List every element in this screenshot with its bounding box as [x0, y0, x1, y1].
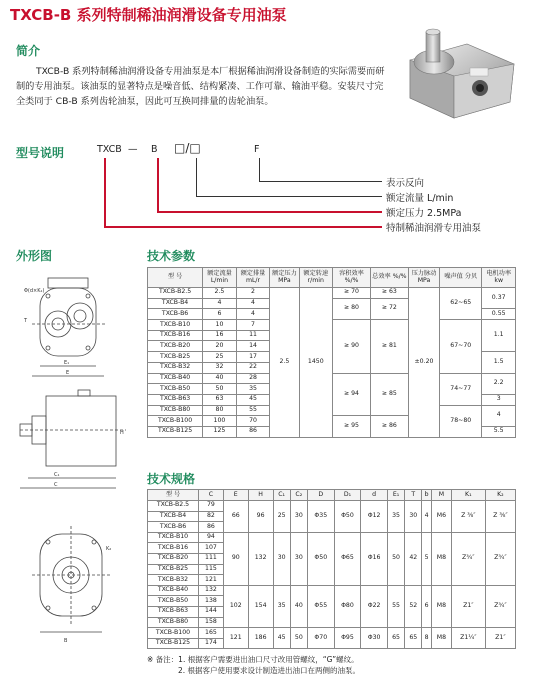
- specs-model: TXCB-B20: [148, 553, 199, 564]
- params-noise: 74~77: [440, 373, 482, 405]
- model-code-f: F: [254, 144, 260, 155]
- params-flow: 6: [203, 309, 237, 320]
- params-flow: 63: [203, 394, 237, 405]
- specs-c: 174: [199, 638, 224, 649]
- specs-col: M: [431, 490, 451, 501]
- connector-f-h: [259, 181, 382, 182]
- specs-c: 79: [199, 501, 224, 512]
- label-h: H: [120, 430, 124, 436]
- params-power: 0.55: [482, 309, 516, 320]
- params-model: TXCB-B6: [148, 309, 203, 320]
- connector-f: [259, 158, 260, 182]
- model-heading: 型号说明: [16, 146, 65, 160]
- specs-col: E: [223, 490, 248, 501]
- specs-dim: 90: [223, 532, 248, 585]
- params-model: TXCB-B16: [148, 330, 203, 341]
- specs-dim: Z1¼″: [451, 628, 485, 649]
- specs-col: K₂: [485, 490, 515, 501]
- specs-c: 107: [199, 543, 224, 554]
- specs-dim: 6: [422, 585, 432, 627]
- outline-drawing: [18, 266, 133, 676]
- params-vol-eff: ≥ 94: [333, 373, 371, 416]
- note-2: 2. 根据客户使用要求设计制造进出油口在两侧的油泵。: [178, 666, 361, 675]
- specs-col: C₁: [273, 490, 290, 501]
- params-model: TXCB-B25: [148, 352, 203, 363]
- params-col-pulse: 压力脉动 MPa: [408, 268, 439, 288]
- params-model: TXCB-B20: [148, 341, 203, 352]
- label-phi: Φ(d×K₁): [24, 288, 45, 294]
- connector-series: [104, 158, 106, 228]
- specs-c: 82: [199, 511, 224, 522]
- label-e1: E₁: [64, 360, 70, 366]
- connector-b: [157, 158, 159, 213]
- connector-flow-h: [196, 196, 382, 197]
- params-disp: 55: [236, 405, 270, 416]
- specs-col: H: [248, 490, 273, 501]
- intro-heading: 简介: [16, 44, 41, 58]
- specs-c: 111: [199, 553, 224, 564]
- model-code-b: B: [151, 144, 158, 155]
- params-disp: 28: [236, 373, 270, 384]
- specs-dim: 96: [248, 501, 273, 533]
- specs-dim: 35: [273, 585, 290, 627]
- specs-dim: M8: [431, 585, 451, 627]
- legend-flow: 额定流量 L/min: [386, 193, 454, 204]
- params-disp: 86: [236, 426, 270, 437]
- params-disp: 4: [236, 309, 270, 320]
- specs-col: C: [199, 490, 224, 501]
- specs-c: 144: [199, 606, 224, 617]
- specs-dim: Φ30: [361, 628, 388, 649]
- specs-dim: Z¾″: [485, 585, 515, 627]
- params-col-vol-eff: 容积效率 %/%: [333, 268, 371, 288]
- specs-dim: Z¾″: [451, 532, 485, 585]
- params-model: TXCB-B4: [148, 298, 203, 309]
- specs-dim: Φ50: [307, 532, 334, 585]
- specs-col: b: [422, 490, 432, 501]
- params-table: [147, 267, 516, 438]
- specs-model: TXCB-B2.5: [148, 501, 199, 512]
- specs-model: TXCB-B6: [148, 522, 199, 533]
- params-tot-eff: ≥ 81: [370, 320, 408, 373]
- specs-dim: 65: [405, 628, 422, 649]
- connector-series-h: [104, 226, 382, 228]
- specs-col: T: [405, 490, 422, 501]
- params-model: TXCB-B40: [148, 373, 203, 384]
- specs-row: [148, 532, 516, 543]
- params-flow: 100: [203, 416, 237, 427]
- specs-dim: M8: [431, 628, 451, 649]
- params-noise: 67~70: [440, 320, 482, 373]
- params-col-flow: 额定流量 L/min: [203, 268, 237, 288]
- specs-dim: 45: [273, 628, 290, 649]
- params-disp: 22: [236, 362, 270, 373]
- specs-col: D: [307, 490, 334, 501]
- specs-dim: Z ⅜″: [485, 501, 515, 533]
- params-speed: 1450: [299, 288, 333, 438]
- specs-c: 121: [199, 575, 224, 586]
- params-tot-eff: ≥ 72: [370, 298, 408, 319]
- specs-col: K₁: [451, 490, 485, 501]
- params-pressure: 2.5: [270, 288, 299, 438]
- specs-dim: M6: [431, 501, 451, 533]
- specs-col: 型 号: [148, 490, 199, 501]
- params-vol-eff: ≥ 70: [333, 288, 371, 299]
- params-disp: 70: [236, 416, 270, 427]
- params-vol-eff: ≥ 80: [333, 298, 371, 319]
- params-model: TXCB-B50: [148, 384, 203, 395]
- label-c1: C₁: [54, 472, 60, 478]
- params-disp: 2: [236, 288, 270, 299]
- params-flow: 25: [203, 352, 237, 363]
- label-b: B: [64, 638, 68, 644]
- legend-reverse: 表示反向: [386, 178, 425, 189]
- label-c: C: [54, 482, 58, 488]
- pump-photo: [392, 22, 522, 122]
- specs-c: 86: [199, 522, 224, 533]
- params-col-power: 电机功率 kw: [482, 268, 516, 288]
- specs-model: TXCB-B4: [148, 511, 199, 522]
- specs-model: TXCB-B40: [148, 585, 199, 596]
- specs-model: TXCB-B10: [148, 532, 199, 543]
- specs-model: TXCB-B100: [148, 628, 199, 639]
- params-flow: 125: [203, 426, 237, 437]
- specs-dim: 55: [387, 585, 404, 627]
- specs-dim: 102: [223, 585, 248, 627]
- params-model: TXCB-B32: [148, 362, 203, 373]
- specs-col: D₁: [334, 490, 361, 501]
- params-row: [148, 288, 516, 299]
- specs-dim: 30: [273, 532, 290, 585]
- params-model: TXCB-B2.5: [148, 288, 203, 299]
- specs-dim: 154: [248, 585, 273, 627]
- params-disp: 4: [236, 298, 270, 309]
- specs-dim: 132: [248, 532, 273, 585]
- specs-dim: 40: [290, 585, 307, 627]
- params-col-tot-eff: 总效率 %/%: [370, 268, 408, 288]
- specs-c: 132: [199, 585, 224, 596]
- params-disp: 11: [236, 330, 270, 341]
- params-power: 5.5: [482, 426, 516, 437]
- specs-model: TXCB-B50: [148, 596, 199, 607]
- label-t: T: [24, 318, 28, 324]
- label-e: E: [66, 370, 70, 376]
- specs-dim: 4: [422, 501, 432, 533]
- specs-col: d: [361, 490, 388, 501]
- params-power: 1.5: [482, 352, 516, 373]
- specs-dim: 30: [290, 501, 307, 533]
- params-power: 0.37: [482, 288, 516, 309]
- params-model: TXCB-B80: [148, 405, 203, 416]
- specs-c: 94: [199, 532, 224, 543]
- params-disp: 45: [236, 394, 270, 405]
- specs-c: 138: [199, 596, 224, 607]
- connector-b-h: [157, 211, 382, 213]
- specs-dim: 66: [223, 501, 248, 533]
- model-code-series: TXCB: [97, 144, 122, 155]
- specs-dim: Φ70: [307, 628, 334, 649]
- specs-dim: 25: [273, 501, 290, 533]
- params-power: 2.2: [482, 373, 516, 394]
- params-tot-eff: ≥ 86: [370, 416, 408, 437]
- model-code-dash: —: [128, 144, 138, 155]
- params-flow: 50: [203, 384, 237, 395]
- legend-pressure: 额定压力 2.5MPa: [386, 208, 462, 219]
- specs-dim: Φ95: [334, 628, 361, 649]
- specs-dim: 8: [422, 628, 432, 649]
- specs-dim: Z ⅜″: [451, 501, 485, 533]
- params-tot-eff: ≥ 63: [370, 288, 408, 299]
- params-flow: 40: [203, 373, 237, 384]
- params-col-speed: 额定转速 r/min: [299, 268, 333, 288]
- specs-dim: Z¾″: [485, 532, 515, 585]
- specs-dim: 30: [290, 532, 307, 585]
- params-flow: 2.5: [203, 288, 237, 299]
- model-code-box: □/□: [174, 141, 201, 155]
- params-model: TXCB-B100: [148, 416, 203, 427]
- specs-dim: M8: [431, 532, 451, 585]
- intro-text: TXCB-B 系列特制稀油润滑设备专用油泵是本厂根据稀油润滑设备制造的实际需要而研制的专用油泵。该油泵的显著特点是噪音低、结构紧凑、工作可靠、输油平稳。安装尺寸完全类同于 CB-B 系列齿轮油泵，因此可互换同排量的齿轮油泵。: [16, 66, 385, 107]
- params-col-noise: 噪声值 分贝: [440, 268, 482, 288]
- note-1: ※ 备注：1. 根据客户需要进出油口尺寸改用管螺纹，“G”螺纹。: [147, 655, 359, 664]
- label-k2: K₂: [106, 546, 112, 552]
- specs-dim: 52: [405, 585, 422, 627]
- params-model: TXCB-B125: [148, 426, 203, 437]
- params-disp: 14: [236, 341, 270, 352]
- params-vol-eff: ≥ 90: [333, 320, 371, 373]
- params-tot-eff: ≥ 85: [370, 373, 408, 416]
- connector-flow: [196, 158, 197, 197]
- specs-dim: Φ50: [334, 501, 361, 533]
- specs-dim: Φ16: [361, 532, 388, 585]
- params-model: TXCB-B10: [148, 320, 203, 331]
- specs-dim: 121: [223, 628, 248, 649]
- params-power: 1.1: [482, 320, 516, 352]
- specs-c: 158: [199, 617, 224, 628]
- specs-row: [148, 501, 516, 512]
- specs-dim: Φ80: [334, 585, 361, 627]
- params-disp: 7: [236, 320, 270, 331]
- specs-dim: Z1″: [451, 585, 485, 627]
- specs-model: TXCB-B16: [148, 543, 199, 554]
- legend-series: 特制稀油润滑专用油泵: [386, 223, 482, 234]
- page-title: TXCB-B 系列特制稀油润滑设备专用油泵: [10, 6, 287, 24]
- specs-model: TXCB-B125: [148, 638, 199, 649]
- params-disp: 35: [236, 384, 270, 395]
- specs-dim: Z1″: [485, 628, 515, 649]
- specs-dim: Φ65: [334, 532, 361, 585]
- params-flow: 80: [203, 405, 237, 416]
- params-col-pressure: 额定压力 MPa: [270, 268, 299, 288]
- specs-table: [147, 489, 516, 649]
- specs-dim: Φ12: [361, 501, 388, 533]
- params-flow: 16: [203, 330, 237, 341]
- specs-dim: Φ22: [361, 585, 388, 627]
- specs-heading: 技术规格: [147, 472, 196, 486]
- specs-row: [148, 628, 516, 639]
- specs-model: TXCB-B32: [148, 575, 199, 586]
- outline-heading: 外形图: [16, 249, 53, 263]
- specs-dim: 65: [387, 628, 404, 649]
- params-vol-eff: ≥ 95: [333, 416, 371, 437]
- params-heading: 技术参数: [147, 249, 196, 263]
- specs-c: 165: [199, 628, 224, 639]
- params-flow: 20: [203, 341, 237, 352]
- specs-model: TXCB-B63: [148, 606, 199, 617]
- params-disp: 17: [236, 352, 270, 363]
- params-col-disp: 额定排量 mL/r: [236, 268, 270, 288]
- specs-dim: 50: [290, 628, 307, 649]
- params-flow: 4: [203, 298, 237, 309]
- params-flow: 10: [203, 320, 237, 331]
- specs-dim: Φ35: [307, 501, 334, 533]
- params-pulse: ±0.20: [408, 288, 439, 438]
- specs-col: C₂: [290, 490, 307, 501]
- specs-dim: 186: [248, 628, 273, 649]
- specs-model: TXCB-B25: [148, 564, 199, 575]
- specs-dim: 30: [405, 501, 422, 533]
- params-noise: 78~80: [440, 405, 482, 437]
- params-power: 4: [482, 405, 516, 426]
- specs-model: TXCB-B80: [148, 617, 199, 628]
- params-noise: 62~65: [440, 288, 482, 320]
- specs-dim: Φ55: [307, 585, 334, 627]
- specs-c: 115: [199, 564, 224, 575]
- specs-dim: 42: [405, 532, 422, 585]
- params-col-model: 型 号: [148, 268, 203, 288]
- specs-dim: 35: [387, 501, 404, 533]
- specs-row: [148, 585, 516, 596]
- params-flow: 32: [203, 362, 237, 373]
- specs-dim: 5: [422, 532, 432, 585]
- specs-col: E₁: [387, 490, 404, 501]
- params-power: 3: [482, 394, 516, 405]
- specs-dim: 50: [387, 532, 404, 585]
- params-model: TXCB-B63: [148, 394, 203, 405]
